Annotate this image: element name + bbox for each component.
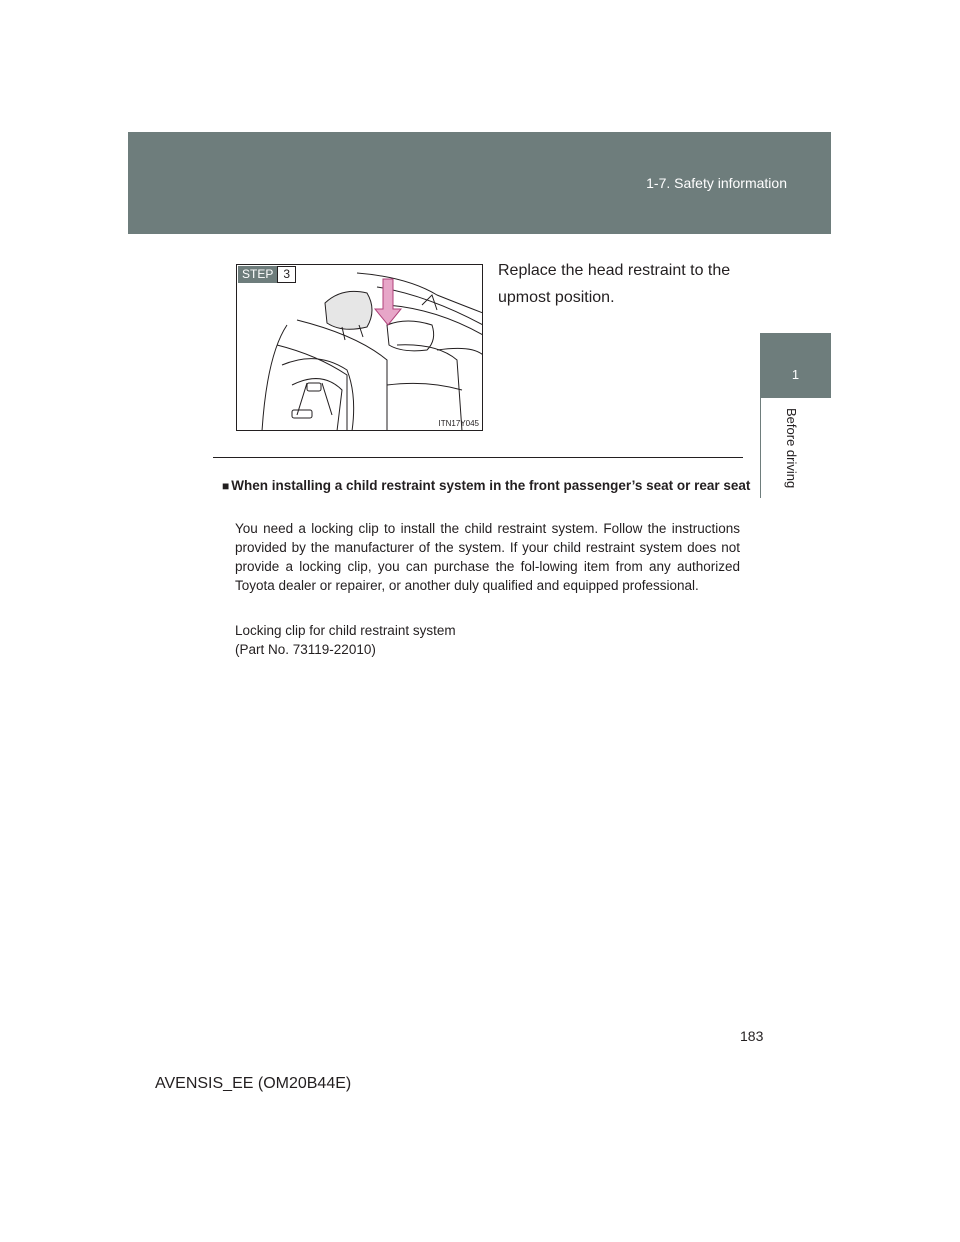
- note-item-line-2: (Part No. 73119-22010): [235, 642, 376, 657]
- chapter-tab: [760, 333, 831, 398]
- chapter-tab-rule: [760, 398, 761, 498]
- document-code: AVENSIS_EE (OM20B44E): [155, 1075, 352, 1092]
- page-number: 183: [740, 1028, 764, 1044]
- note-part-item: [235, 621, 740, 659]
- chapter-number: 1: [791, 367, 800, 382]
- downward-arrow-icon: [375, 279, 401, 325]
- note-item-line-1: Locking clip for child restraint system: [235, 623, 456, 638]
- step-badge: [238, 266, 296, 283]
- square-bullet-icon: ■: [222, 479, 230, 493]
- header-band: [128, 132, 831, 234]
- note-body: You need a locking clip to install the child restraint system. Follow the instructions provided by the manufacturer of the system. If your child restraint system does not provide a locking clip, you can purchase the fol-lowing item from any authorized Toyota dealer or repairer, or another duly qualified and equipped professional.: [235, 521, 740, 593]
- step-instruction: Replace the head restraint to the upmost position.: [498, 262, 731, 306]
- step-illustration: [236, 264, 483, 431]
- step-number: 3: [277, 266, 296, 283]
- section-divider: [213, 457, 743, 458]
- chapter-label: Before driving: [784, 408, 799, 489]
- seat-head-restraint-drawing: [237, 265, 483, 431]
- step-label: STEP: [238, 266, 277, 283]
- section-title: 1-7. Safety information: [646, 175, 787, 191]
- figure-code: ITN17Y045: [438, 419, 479, 428]
- note-heading: [222, 476, 753, 496]
- note-heading-text: When installing a child restraint system in the front passenger’s seat or rear seat: [231, 478, 751, 493]
